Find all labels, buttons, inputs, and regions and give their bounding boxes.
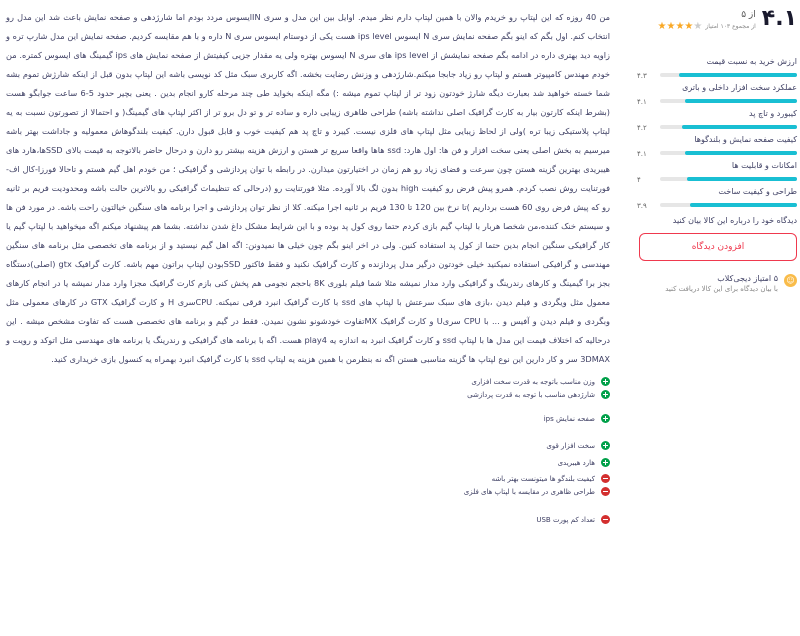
criterion-bar-track xyxy=(660,203,797,207)
pro-item xyxy=(6,454,610,471)
criterion-value: ۴ xyxy=(637,176,641,184)
criterion-item xyxy=(637,82,797,104)
club-subtitle: با بیان دیدگاه برای این کالا دریافت کنید xyxy=(665,285,778,293)
criterion-bar-track xyxy=(660,125,797,129)
pro-text: وزن مناسب باتوجه به قدرت سخت افزاری xyxy=(471,377,595,386)
criterion-bar-fill xyxy=(685,99,797,103)
criterion-bar-fill xyxy=(690,203,797,207)
criterion-label: عملکرد سخت افزار داخلی و باتری xyxy=(682,83,797,92)
criterion-bar-fill xyxy=(685,151,797,155)
criterion-item xyxy=(637,108,797,130)
criterion-item xyxy=(637,186,797,208)
criterion-value: ۳.۹ xyxy=(637,202,647,210)
pro-text: صفحه نمایش ips xyxy=(543,414,595,423)
con-item xyxy=(6,471,610,488)
pro-text: هارد هیبریدی xyxy=(557,458,595,467)
criterion-bar-fill xyxy=(679,73,797,77)
criterion-label: طراحی و کیفیت ساخت xyxy=(718,187,797,196)
digiclub-points xyxy=(637,273,797,294)
minus-circle-icon xyxy=(601,487,610,496)
rating-summary-panel xyxy=(637,8,797,628)
pro-text: شارژدهی مناسب با توجه به قدرت پردازشی xyxy=(467,390,595,399)
pro-item xyxy=(6,438,610,455)
con-item xyxy=(6,487,610,511)
criterion-item xyxy=(637,134,797,156)
overall-rating xyxy=(637,8,797,42)
review-content xyxy=(6,8,610,528)
criterion-label: کیفیت صفحه نمایش و بلندگوها xyxy=(694,135,797,144)
criterion-item xyxy=(637,56,797,78)
criterion-label: کیبورد و تاچ پد xyxy=(749,109,797,118)
criterion-bar-track xyxy=(660,151,797,155)
plus-circle-icon xyxy=(601,458,610,467)
plus-circle-icon xyxy=(601,377,610,386)
review-body: من 40 روزه که این لپتاپ رو خریدم والان با همین لپتاپ دارم نظر میدم. اوایل بین این مدل و سری INایسوس مردد بودم اما شارژدهی و صفحه نمایش باعث شد این مدل رو انتخاب کنم. اول بگم که اینو بگم صفحه نمایش سری N ایسوس ips level هست یکی از دوستام ایسوس سری N داره و با هم مقایسه کردیم. صفحه نمایش این مدل شارپ تره و زاویه دید بهتری داره در ادامه بگم صفحه نمایشش از ips level های سری N ایسوس بهتره ولی یه مقدار جزیی کیفیتش از صفحه نمایش های ips گیمینگ های ایسوس کمتره. من خودم مهندس کامپیوتر هستم و لپتاپ رو زیاد جابجا میکنم.شارژدهی و وزنش رضایت بخشه. اگه کاربری سبک مثل کد نویسی باشه این لپتاپ بدون قبل از اینکه شارژش تموم بشه شما خسته خواهید شد بعبارت دیگه شارژ خودتون زود تر از لپتاپ تموم میشه :) مگه اینکه بخواید طی چند مرحله کارو انجام بدین . یعنی بچیر حدود 5-6 ساعت جوابگو هست (بشرط اینکه کارتون بیار به کارت گرافیک اصلی نداشته باشه) طراحی ظاهری زیبایی داره و ساده تر و تو دل برو تر از اکثر لپتاپ های گیمینگ( و احتمالا از تصورتون نسبت به یه لپتاپ پلاستیکی زیبا تره )ولی از لحاظ زیبایی مثل لپتاپ های فلزی نیست. کیبرد و تاچ پد هم کیفیت خوب و قابل قبول دارن. کیفیت بلندگوهاش معمولیه و جاداشت بهتر باشه میرسیم به بخش اصلی یعنی سخت افزار و فن ها: اول هارد: ssd هاها واقعا سریع تر هستن و ارزش هزینه بیشتر رو دارن و درحال حاضر بالاتوجه به قیمت بالای SSDها،هارد های هیبریدی بهترین گزینه هستن چون سرعت و فضای زیاد رو هم زمان در اختیارتون میذارن. در رابطه با توان پردازشی و گرافیکی ؛ من خودم اهل گیم هستم و تاحالا فورزا-کال اف-فورتنایت روش نصب کردم. همرو پیش فرض رو کیفیت high بدون لگ بالا آورده. مثلا فورتنایت رو (درحالی که تنظیمات گرافیکی رو بالاترین حالت باشه ومحدودیت فریم بر ثانیه رو که پیش فرض روی 60 هست برداریم )تا نرخ بین 120 تا 130 فریم بر ثانیه اجرا میکنه. کلا از نظر توان پردازشی و اجرا برنامه های سنگین خیالتون راحت باشه. در مورد فن ها و سیستم خنک کننده،من شخصا هربار با لپتاپ گیم بازی کردم حتما روی کول پد بوده و با این شرایط مشکل داغ شدن نداشته. بشما هم پیشنهاد میکنم اگه میخواهید با لپتاپ گیم یا کار گرافیکی سنگین انجام بدین حتما از کول پد استفاده کنین. ولی در اخر اینو بگم چون خیلی ها نمیدونن: اگه اهل گیم نیستید و از برنامه های تخصصی مثل برنامه های سنگین مهندسی و گرافیکی استفاده نمیکنید خیلی خودتون درگیر مدل پردازنده و کارت گرافیک نکنید و فقط فاکتور SSDبودن لپتاپ براتون مهم باشه. کارت گرافیک gtx (اصلی)دستگاه بجز برا گیمینگ و کارهای رندرینگ و گرافیکی وارد مدار نمیشه مثلا شما فیلم بلوری 8K باحجم نجومی هم پخش کنی بازم کارت گرافیک مجزا وارد مدار نمیشه یا در انجام کارهای معمول مثل ویگردی و فیلم دیدن ،بازی های سبک سرعتش با لپتاپ های ssd با کارت گرافیک انبرد فرقی نمیکنه. CPUسری H و کارت گرافیک GTX در کارهای معمولی مثل وبگردی و فیلم دیدن و آفیس و ... با CPU سریU و کارت گرافیک MXتفاوت خودشونو نشون نمیدن. فقط در گیم و برنامه های تخصصی هست که تفاوت مشخص میشه . این درحالیه که اختلاف قیمت این مدل ها با لپتاپ ssd و کارت گرافیک انبرد به اندازه یه play4 هست. اگه با برنامه های گرافیکی و رندرینگ یا برنامه های مهندسی مثل اتوکد و رویت و 3DMAX سر و کار دارین این نوع لپتاپ ها گزینه مناسبی هستن اگه نه بنظرمن با همین هزینه یه لپتاپ ssd با کارت گرافیک انبرد بهمراه یه کنسول بازی خریداری کنید. xyxy=(6,12,611,364)
con-text: تعداد کم پورت USB xyxy=(536,515,595,524)
criterion-label: امکانات و قابلیت ها xyxy=(731,161,797,170)
star-icon: ★ xyxy=(684,21,694,32)
criterion-bar-fill xyxy=(687,177,797,181)
criterion-bar-fill xyxy=(682,125,797,129)
criterion-value: ۴.۳ xyxy=(637,72,647,80)
con-text: کیفیت بلندگو ها میتونست بهتر باشه xyxy=(491,475,595,484)
pros-cons-list xyxy=(6,373,610,528)
criterion-value: ۴.۲ xyxy=(637,124,647,132)
criterion-bar-track xyxy=(660,73,797,77)
pro-item xyxy=(6,390,610,414)
star-rating-icons xyxy=(658,21,703,32)
overall-score: ۴.۱ xyxy=(761,6,797,31)
star-icon: ★ xyxy=(693,21,703,32)
criterion-value: ۴.۱ xyxy=(637,98,647,106)
minus-circle-icon xyxy=(601,515,610,524)
criterion-bar-track xyxy=(660,99,797,103)
add-review-button[interactable]: افزودن دیدگاه xyxy=(639,233,797,261)
criteria-list xyxy=(637,56,797,208)
club-title: ۵ امتیاز دیجی‌کلاب xyxy=(717,274,778,283)
star-icon: ★ xyxy=(657,21,667,32)
plus-circle-icon xyxy=(601,441,610,450)
total-votes: از مجموع ۱۰۳ امتیاز xyxy=(705,23,756,30)
pro-item xyxy=(6,373,610,390)
criterion-value: ۴.۱ xyxy=(637,150,647,158)
star-icon: ★ xyxy=(675,21,685,32)
criterion-label: ارزش خرید به نسبت قیمت xyxy=(706,57,797,66)
con-item xyxy=(6,511,610,528)
con-text: طراحی ظاهری در مقایسه با لپتاپ های فلزی xyxy=(463,488,595,496)
pro-text: سخت افزار قوی xyxy=(546,442,595,451)
plus-circle-icon xyxy=(601,414,610,423)
star-icon: ★ xyxy=(666,21,676,32)
criterion-bar-track xyxy=(660,177,797,181)
smile-icon: ☺ xyxy=(784,274,797,287)
plus-circle-icon xyxy=(601,390,610,399)
minus-circle-icon xyxy=(601,474,610,483)
review-invite-text: دیدگاه خود را درباره این کالا بیان کنید xyxy=(672,216,797,225)
pro-item xyxy=(6,414,610,438)
criterion-item xyxy=(637,160,797,182)
out-of-five: از ۵ xyxy=(741,10,756,20)
